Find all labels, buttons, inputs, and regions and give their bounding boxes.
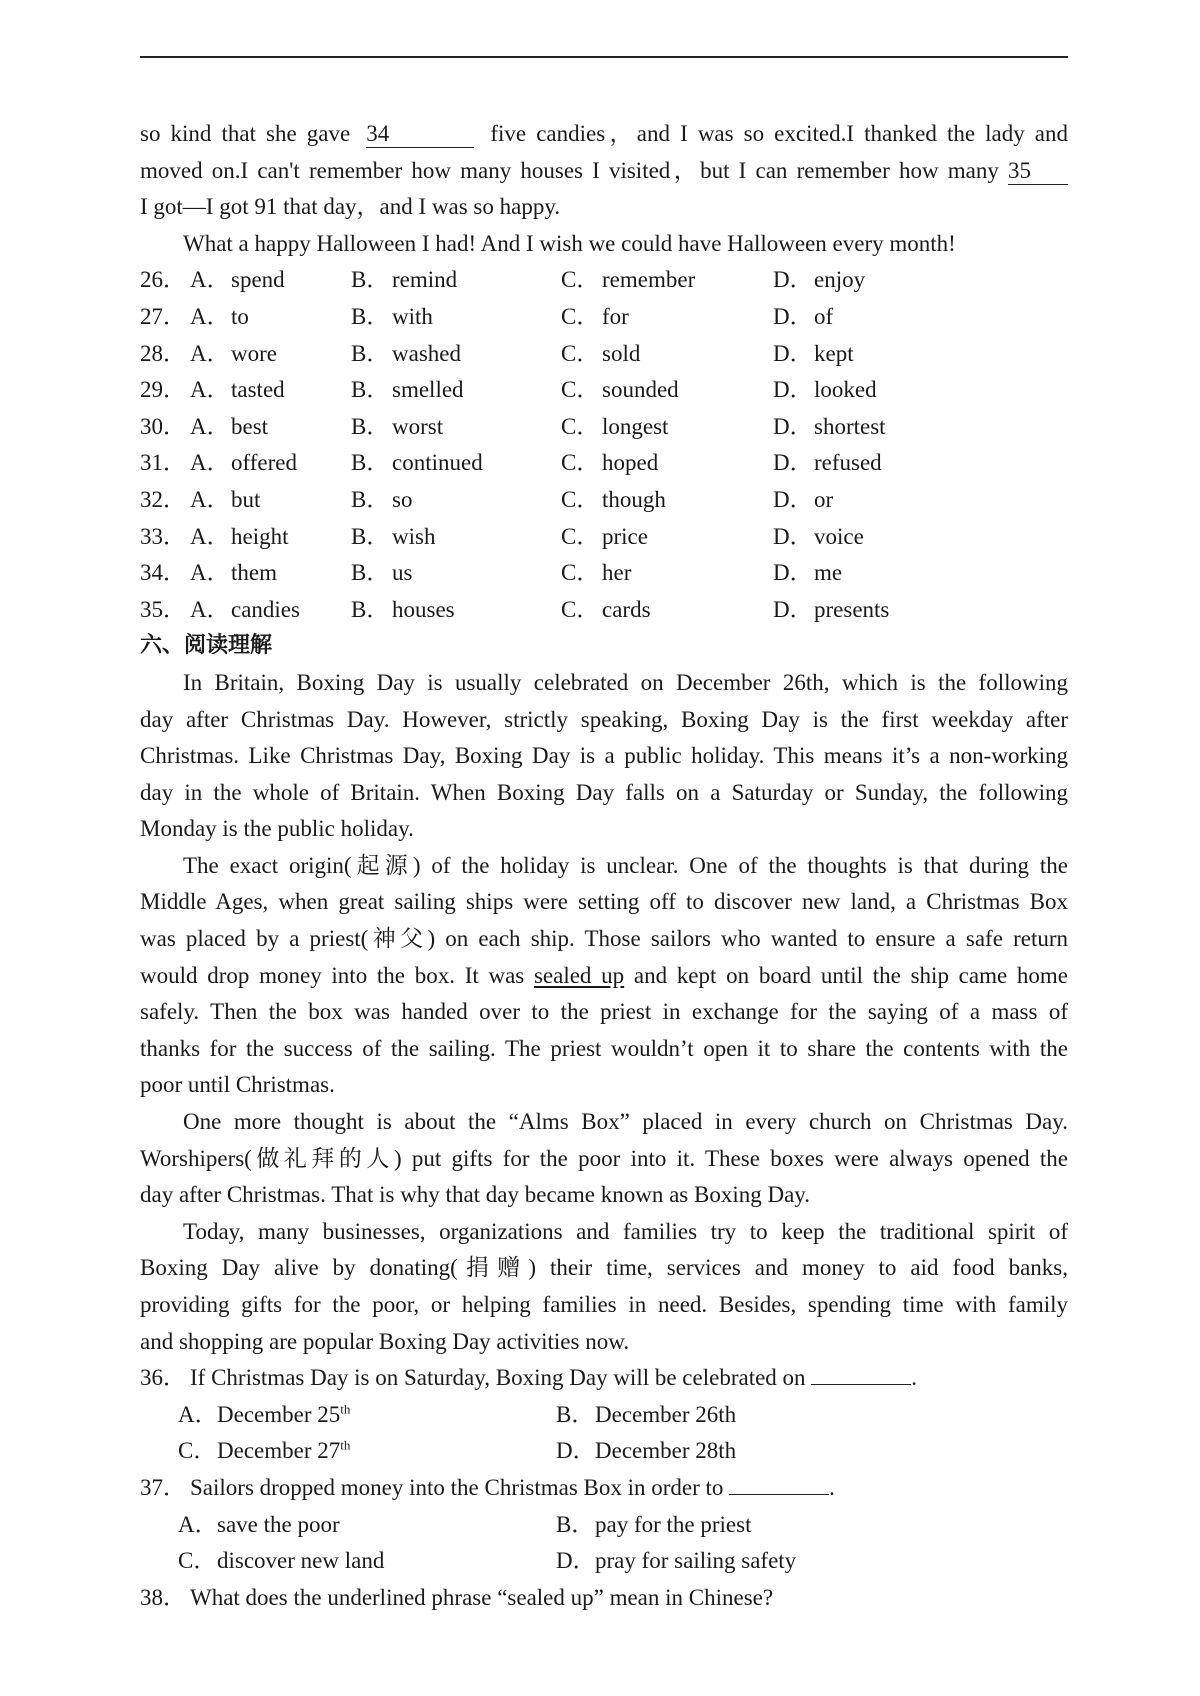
question-number: 34． — [140, 560, 186, 586]
option-d[interactable] — [773, 336, 854, 373]
option-text: me — [814, 560, 843, 586]
option-b[interactable] — [351, 409, 561, 446]
paragraph-1 — [140, 665, 1068, 848]
option-text: enjoy — [814, 267, 866, 293]
choice-d[interactable] — [556, 1543, 934, 1580]
option-letter: D． — [773, 377, 813, 403]
passage-line: Middle Ages, when great sailing ships were setting off to discover new land, a Christmas Box — [140, 889, 1068, 915]
passage-line: What a happy Halloween I had! And I wish we could have Halloween every month! — [183, 230, 956, 256]
question-number: 31． — [140, 450, 186, 476]
option-letter: C． — [561, 413, 600, 439]
option-letter: B． — [351, 303, 390, 329]
passage-line: In Britain, Boxing Day is usually celebrated on December 26th, which is the following — [183, 669, 1068, 695]
option-c[interactable] — [561, 445, 773, 482]
choice-d[interactable] — [556, 1433, 934, 1470]
section-title: 六、阅读理解 — [140, 633, 273, 659]
option-text: though — [602, 486, 666, 512]
option-letter: A． — [190, 303, 230, 329]
option-c[interactable] — [561, 372, 773, 409]
option-b[interactable] — [351, 299, 561, 336]
question-text: If Christmas Day is on Saturday, Boxing Day will be celebrated on — [190, 1365, 806, 1391]
option-text: best — [231, 413, 269, 439]
option-a[interactable] — [190, 336, 351, 373]
option-letter: C． — [561, 340, 600, 366]
cloze-question-row — [140, 262, 1068, 299]
option-letter: A． — [190, 377, 230, 403]
paragraph-3 — [140, 1104, 1068, 1214]
passage-line — [140, 958, 1068, 995]
option-letter: B． — [351, 560, 390, 586]
option-letter: A． — [190, 413, 230, 439]
option-a[interactable] — [190, 555, 351, 592]
passage-line: Worshipers(做礼拜的人) put gifts for the poor into it. These boxes were always opened the — [140, 1145, 1068, 1171]
option-letter: B． — [351, 596, 390, 622]
option-letter: B． — [351, 267, 390, 293]
paragraph-4 — [140, 1214, 1068, 1360]
option-letter: A． — [190, 450, 230, 476]
option-b[interactable] — [351, 262, 561, 299]
choice-text: December 26th — [595, 1401, 737, 1427]
passage-line: Today, many businesses, organizations and families try to keep the traditional spirit of — [183, 1218, 1068, 1244]
option-d[interactable] — [773, 555, 842, 592]
choice-row — [140, 1397, 1068, 1434]
passage-line: day after Christmas Day. However, strictly speaking, Boxing Day is the first weekday after — [140, 706, 1068, 732]
option-text: longest — [602, 413, 669, 439]
period: . — [829, 1474, 835, 1500]
option-text: for — [602, 303, 629, 329]
option-d[interactable] — [773, 299, 833, 336]
option-text: washed — [392, 340, 461, 366]
passage-text: five candies，and I was so excited.I thanked the lady and — [490, 121, 1069, 146]
choice-text: discover new land — [217, 1548, 385, 1574]
option-c[interactable] — [561, 336, 773, 373]
option-text: us — [392, 560, 413, 586]
choice-text: December 27 — [217, 1438, 341, 1464]
cloze-question-row — [140, 372, 1068, 409]
question-number: 26． — [140, 267, 186, 293]
cloze-question-row — [140, 482, 1068, 519]
cloze-question-row — [140, 555, 1068, 592]
option-b[interactable] — [351, 445, 561, 482]
option-text: offered — [231, 450, 297, 476]
passage-text: would drop money into the box. It was — [140, 962, 525, 988]
passage-line: poor until Christmas. — [140, 1072, 335, 1098]
option-letter: C． — [561, 267, 600, 293]
option-text: looked — [814, 377, 877, 403]
choice-letter: A． — [178, 1511, 218, 1537]
option-c[interactable] — [561, 262, 773, 299]
option-text: houses — [392, 596, 455, 622]
option-letter: C． — [561, 303, 600, 329]
option-text: or — [814, 486, 834, 512]
choice-text: pray for sailing safety — [595, 1548, 797, 1574]
option-letter: A． — [190, 267, 230, 293]
option-text: height — [231, 523, 289, 549]
exam-page — [140, 116, 1068, 1616]
option-letter: C． — [561, 560, 600, 586]
option-letter: D． — [773, 303, 813, 329]
choice-letter: B． — [556, 1401, 595, 1427]
option-letter: B． — [351, 340, 390, 366]
passage-line: day after Christmas. That is why that day became known as Boxing Day. — [140, 1182, 811, 1208]
question-number: 36． — [140, 1365, 186, 1391]
blank-35[interactable]: 35 — [1008, 158, 1068, 185]
option-letter: C． — [561, 523, 600, 549]
question-text: What does the underlined phrase “sealed up” mean in Chinese? — [190, 1584, 774, 1610]
option-letter: A． — [190, 486, 230, 512]
option-text: her — [602, 560, 632, 586]
option-letter: D． — [773, 560, 813, 586]
choice-letter: D． — [556, 1548, 596, 1574]
option-letter: D． — [773, 340, 813, 366]
option-d[interactable] — [773, 372, 877, 409]
choice-text: December 28th — [595, 1438, 737, 1464]
cloze-question-row — [140, 409, 1068, 446]
option-text: sounded — [602, 377, 679, 403]
option-letter: A． — [190, 523, 230, 549]
option-text: to — [231, 303, 249, 329]
passage-line: One more thought is about the “Alms Box” placed in every church on Christmas Day. — [183, 1109, 1068, 1135]
option-letter: A． — [190, 560, 230, 586]
option-letter: B． — [351, 413, 390, 439]
passage-line — [140, 116, 1068, 153]
option-text: with — [392, 303, 433, 329]
question-number: 37． — [140, 1474, 186, 1500]
choice-a[interactable] — [178, 1397, 556, 1434]
option-text: hoped — [602, 450, 659, 476]
reading-passage — [140, 665, 1068, 1360]
option-text: kept — [814, 340, 854, 366]
option-text: refused — [814, 450, 882, 476]
option-text: candies — [231, 596, 300, 622]
question-stem — [140, 1360, 1068, 1397]
option-a[interactable] — [190, 299, 351, 336]
question-number: 32． — [140, 486, 186, 512]
option-text: continued — [392, 450, 483, 476]
period: . — [911, 1365, 918, 1391]
choice-a[interactable] — [178, 1507, 556, 1544]
option-d[interactable] — [773, 409, 886, 446]
question-number: 27． — [140, 303, 186, 329]
cloze-question-row — [140, 592, 1068, 629]
passage-line — [140, 153, 1068, 190]
choice-text: save the poor — [217, 1511, 340, 1537]
passage-line: I got—I got 91 that day，and I was so happy. — [140, 194, 561, 220]
question-stem — [140, 1580, 1068, 1617]
option-c[interactable] — [561, 482, 773, 519]
answer-blank[interactable] — [811, 1384, 911, 1385]
cloze-question-row — [140, 336, 1068, 373]
option-text: so — [392, 486, 413, 512]
option-b[interactable] — [351, 482, 561, 519]
option-d[interactable] — [773, 262, 865, 299]
choice-letter: C． — [178, 1548, 217, 1574]
passage-line: Boxing Day alive by donating(捐赠) their time, services and money to aid food banks, — [140, 1255, 1068, 1281]
question-number: 38． — [140, 1584, 186, 1610]
choice-letter: C． — [178, 1438, 217, 1464]
option-text: of — [814, 303, 834, 329]
passage-line: safely. Then the box was handed over to the priest in exchange for the saying of a mass of — [140, 999, 1068, 1025]
cloze-question-row — [140, 445, 1068, 482]
option-letter: B． — [351, 377, 390, 403]
cloze-question-row — [140, 519, 1068, 556]
option-letter: D． — [773, 413, 813, 439]
option-d[interactable] — [773, 519, 864, 556]
option-a[interactable] — [190, 409, 351, 446]
option-letter: B． — [351, 450, 390, 476]
choice-superscript: th — [340, 1437, 351, 1453]
option-c[interactable] — [561, 299, 773, 336]
option-b[interactable] — [351, 336, 561, 373]
passage-text: and kept on board until the ship came home — [633, 962, 1068, 988]
option-c[interactable] — [561, 519, 773, 556]
option-b[interactable] — [351, 372, 561, 409]
option-letter: C． — [561, 486, 600, 512]
option-a[interactable] — [190, 482, 351, 519]
question-number: 29． — [140, 377, 186, 403]
choice-b[interactable] — [556, 1397, 934, 1434]
paragraph-2 — [140, 848, 1068, 1104]
option-a[interactable] — [190, 592, 351, 629]
option-text: wore — [231, 340, 277, 366]
option-text: them — [231, 560, 277, 586]
choice-letter: D． — [556, 1438, 596, 1464]
option-letter: C． — [561, 450, 600, 476]
option-letter: D． — [773, 596, 813, 622]
option-letter: D． — [773, 486, 813, 512]
passage-line: and shopping are popular Boxing Day activities now. — [140, 1328, 630, 1354]
option-letter: C． — [561, 377, 600, 403]
passage-line: Monday is the public holiday. — [140, 816, 414, 842]
option-text: but — [231, 486, 261, 512]
passage-line: thanks for the success of the sailing. The priest wouldn’t open it to share the contents with the — [140, 1035, 1068, 1061]
option-d[interactable] — [773, 445, 882, 482]
passage-line: providing gifts for the poor, or helping families in need. Besides, spending time with family — [140, 1292, 1068, 1317]
option-letter: A． — [190, 340, 230, 366]
blank-34[interactable]: 34 — [366, 121, 474, 148]
option-a[interactable] — [190, 372, 351, 409]
option-text: worst — [392, 413, 444, 439]
question-36 — [140, 1360, 1068, 1470]
option-text: smelled — [392, 377, 464, 403]
option-b[interactable] — [351, 555, 561, 592]
option-text: tasted — [231, 377, 285, 403]
header-rule — [140, 56, 1068, 58]
passage-line: day in the whole of Britain. When Boxing Day falls on a Saturday or Sunday, the following — [140, 779, 1068, 805]
choice-c[interactable] — [178, 1433, 556, 1470]
option-a[interactable] — [190, 445, 351, 482]
option-a[interactable] — [190, 519, 351, 556]
option-c[interactable] — [561, 555, 773, 592]
option-letter: C． — [561, 596, 600, 622]
option-text: shortest — [814, 413, 886, 439]
choice-row — [140, 1507, 1068, 1544]
option-text: wish — [392, 523, 436, 549]
option-letter: B． — [351, 523, 390, 549]
choice-c[interactable] — [178, 1543, 556, 1580]
answer-blank[interactable] — [729, 1494, 829, 1495]
option-text: sold — [602, 340, 641, 366]
question-37 — [140, 1470, 1068, 1580]
choice-b[interactable] — [556, 1507, 934, 1544]
cloze-passage-end — [140, 116, 1068, 262]
option-letter: B． — [351, 486, 390, 512]
choice-letter: A． — [178, 1401, 218, 1427]
option-letter: D． — [773, 450, 813, 476]
option-c[interactable] — [561, 592, 773, 629]
option-letter: D． — [773, 523, 813, 549]
passage-line: was placed by a priest(神父) on each ship. Those sailors who wanted to ensure a safe return — [140, 926, 1068, 952]
option-b[interactable] — [351, 592, 561, 629]
option-text: spend — [231, 267, 285, 293]
question-38 — [140, 1580, 1068, 1617]
question-number: 33． — [140, 523, 186, 549]
option-letter: D． — [773, 267, 813, 293]
cloze-options — [140, 262, 1068, 628]
passage-line: Christmas. Like Christmas Day, Boxing Day is a public holiday. This means it’s a non-working — [140, 743, 1068, 769]
choice-letter: B． — [556, 1511, 595, 1537]
choice-row — [140, 1543, 1068, 1580]
option-letter: A． — [190, 596, 230, 622]
passage-text: so kind that she gave — [140, 121, 351, 146]
option-text: remind — [392, 267, 458, 293]
option-d[interactable] — [773, 592, 889, 629]
option-d[interactable] — [773, 482, 833, 519]
option-c[interactable] — [561, 409, 773, 446]
option-text: remember — [602, 267, 696, 293]
question-number: 30． — [140, 413, 186, 439]
option-text: voice — [814, 523, 864, 549]
passage-text: moved on.I can't remember how many houses I visited，but I can remember how many — [140, 157, 999, 183]
cloze-question-row — [140, 299, 1068, 336]
option-b[interactable] — [351, 519, 561, 556]
option-text: presents — [814, 596, 890, 622]
question-text: Sailors dropped money into the Christmas Box in order to — [190, 1474, 724, 1500]
choice-text: December 25 — [217, 1401, 341, 1427]
choice-text: pay for the priest — [595, 1511, 752, 1537]
passage-line: The exact origin(起源) of the holiday is unclear. One of the thoughts is that during the — [183, 852, 1068, 878]
question-stem — [140, 1470, 1068, 1507]
question-number: 28． — [140, 340, 186, 366]
option-text: price — [602, 523, 648, 549]
question-number: 35． — [140, 596, 186, 622]
option-a[interactable] — [190, 262, 351, 299]
underlined-phrase: sealed up — [533, 962, 625, 988]
choice-row — [140, 1433, 1068, 1470]
choice-superscript: th — [340, 1401, 351, 1417]
option-text: cards — [602, 596, 651, 622]
